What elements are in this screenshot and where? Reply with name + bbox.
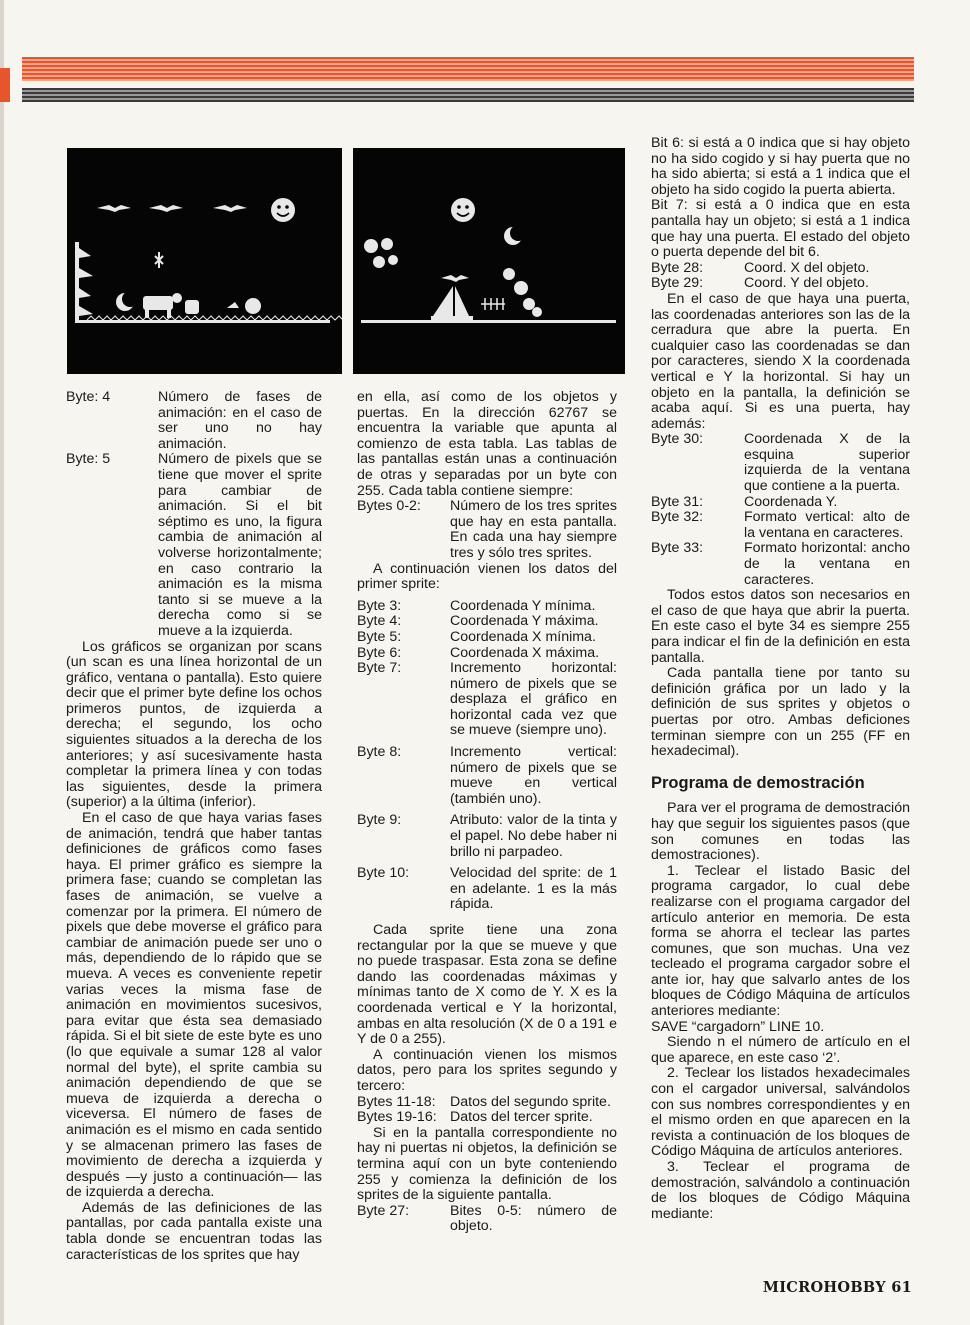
definition-byte-8 — [357, 745, 617, 807]
definition-text: Incremento vertical: número de pixels que se mueve en vertical (también uno). — [450, 744, 617, 807]
definition-key: Byte 4: — [357, 613, 402, 630]
definition-byte-32 — [651, 510, 910, 541]
paragraph: Siendo n el número de artículo en el que aparece, en este caso ‘2’. — [651, 1034, 910, 1066]
definition-text: Datos del tercer sprite. — [450, 1109, 593, 1126]
small-sprite-icon — [185, 300, 199, 314]
definition-key: Bytes 11-18: — [357, 1093, 436, 1110]
definition-key: Byte 10: — [357, 865, 410, 882]
header-stripe-red — [22, 57, 914, 81]
definition-key: Bytes 0-2: — [357, 498, 421, 515]
rock-sprite-icon — [227, 298, 261, 314]
definition-text: Coordenada Y máxima. — [450, 613, 599, 630]
definition-byte-9 — [357, 813, 617, 860]
definition-key: Byte 29: — [651, 275, 704, 292]
paragraph: Además de las definiciones de las pantallas, por cada pantalla existe una tabla donde se encuentran todas las características de los sprites que hay — [66, 1199, 322, 1263]
ground-line — [361, 320, 616, 323]
definition-key: Byte 3: — [357, 597, 402, 614]
definition-key: Byte 27: — [357, 1202, 410, 1219]
definition-bytes-19-16 — [357, 1110, 617, 1126]
definition-text: Número de los tres sprites que hay en esta pantalla. En cada una hay siempre tres y sólo tres sprites. — [450, 498, 617, 561]
definition-key: Byte 6: — [357, 644, 402, 661]
moon-icon — [504, 225, 526, 245]
definition-byte-5 — [357, 630, 617, 646]
definition-byte-5 — [66, 452, 322, 639]
definition-byte-10 — [357, 866, 617, 913]
paragraph: Bit 7: si está a 0 indica que en esta pantalla hay un objeto; si está a 1 indica que hay una puerta. El estado del objeto o puerta depende del bit 6. — [651, 197, 910, 261]
page-footer — [763, 1279, 912, 1296]
definition-text: Coordenada X de la esquina superior izquierda de la ventana que contiene a la puerta. — [744, 431, 910, 495]
definition-byte-33 — [651, 541, 910, 588]
paragraph: 1. Teclear el listado Basic del programa cargador, lo cual debe realizarse con el progıama cargador del artículo anterior en memoria. De esta forma se ahorra el teclear las partes comunes, que son muchas. Una vez tecleado el programa cargador sobre el ante ior, hay que salvarlo antes de los bloques de Código Máquina de artículos anteriores mediante: — [651, 862, 910, 1020]
definition-key: Byte 9: — [357, 812, 402, 829]
definition-byte-28 — [651, 261, 910, 277]
definition-byte-30 — [651, 432, 910, 494]
definition-key: Byte 31: — [651, 493, 704, 510]
definition-key: Bytes 19-16: — [357, 1109, 437, 1126]
sailboat-icon — [431, 286, 473, 320]
definition-key: Byte 8: — [357, 744, 402, 761]
paragraph: Cada pantalla tiene por tanto su definición gráfica por un lado y la definición de sus sprites y objetos o puertas por otro. Ambas deficiones terminan siempre con un 255 (FF en hexadecimal). — [651, 665, 910, 760]
paragraph: Para ver el programa de demostración hay que seguir los siguientes pasos (que son comunes en todas las demostraciones). — [651, 800, 910, 864]
definition-text: Coordenada X máxima. — [450, 644, 600, 661]
definition-bytes-0-2 — [357, 499, 617, 561]
definition-text: Formato vertical: alto de la ventana en caracteres. — [744, 509, 910, 541]
ground-line — [75, 320, 330, 323]
magazine-name: MICROHOBBY — [762, 1279, 886, 1296]
definition-key: Byte 33: — [651, 540, 704, 557]
tree-wall-icon — [75, 242, 93, 322]
definition-byte-29 — [651, 276, 910, 292]
bird-sprite-icon — [97, 205, 131, 212]
definition-key: Byte 28: — [651, 259, 704, 276]
paragraph: Si en la pantalla correspondiente no hay ni puertas ni objetos, la definición se termina aquí con un byte conteniendo 255 y comienza la definición de los sprites de la siguiente pantalla. — [357, 1124, 617, 1204]
definition-byte-31 — [651, 495, 910, 511]
definition-text: Velocidad del sprite: de 1 en adelante. 1 es la más rápida. — [450, 865, 617, 913]
definition-byte-4 — [66, 390, 322, 452]
definition-key: Byte 7: — [357, 660, 402, 677]
definition-text: Incremento horizontal: número de pixels que se desplaza el gráfico en horizontal cada vez que se mueve (siempre uno). — [450, 660, 617, 739]
paragraph: A continuación vienen los mismos datos, pero para los sprites segundo y tercero: — [357, 1046, 617, 1094]
definition-text: Bites 0-5: número de objeto. — [450, 1202, 617, 1235]
page-number: 61 — [891, 1279, 912, 1296]
definition-text: Número de pixels que se tiene que mover el sprite para cambiar de animación. Si el bit séptimo es uno, la figura cambia de animación al volverse horizontalmente; en caso contrario la animación es la misma tanto si se mueve a la derecha como si se mueve a la izquierda. — [158, 451, 322, 639]
paragraph: A continuación vienen los datos del primer sprite: — [357, 560, 617, 593]
header-stripe-gray — [22, 88, 914, 102]
definition-byte-6 — [357, 646, 617, 662]
definition-key: Byte: 5 — [66, 451, 111, 468]
fish-skeleton-icon — [481, 298, 505, 310]
definition-text: Formato horizontal: ancho de la ventana en caracteres. — [744, 540, 910, 588]
definition-key: Byte 32: — [651, 509, 704, 526]
game-screenshot-1 — [67, 148, 342, 374]
definition-text: Coord. Y del objeto. — [744, 275, 869, 292]
margin-accent — [0, 68, 10, 102]
paragraph: 2. Teclear los listados hexadecimales con el cargador universal, salvándolos con sus nombres correspondientes y en el mismo orden en que aparecen en la revista a continuación de los bloques de Código Máquina de artículos anteriores. — [651, 1065, 910, 1160]
cow-sprite-icon — [143, 293, 182, 318]
column-3 — [651, 136, 910, 1222]
paragraph: Cada sprite tiene una zona rectangular por la que se mueve y que no puede traspasar. Esta zona se define dando las coordenadas máximas y mínimas tanto de X como de Y. X es la coordenada vertical e Y la horizontal, ambas en alta resolución (X de 0 a 191 e Y de 0 a 255). — [357, 922, 617, 1048]
game-screenshot-2 — [353, 148, 625, 374]
smiley-face-icon — [271, 198, 295, 222]
bird-sprite-icon — [441, 275, 469, 282]
paragraph: en ella, así como de los objetos y puertas. En la dirección 62767 se encuentra la variable que apunta al comienzo de esta tabla. Las tablas de las pantallas están unas a continuación de otras y separadas por un byte con 255. Cada tabla contiene siempre: — [357, 389, 617, 499]
definition-bytes-11-18 — [357, 1095, 617, 1111]
page-edge — [0, 0, 4, 1325]
definition-byte-4 — [357, 614, 617, 630]
code-line: SAVE “cargadorn” LINE 10. — [651, 1018, 825, 1035]
definition-text: Atributo: valor de la tinta y el papel. No debe haber ni brillo ni parpadeo. — [450, 812, 617, 860]
definition-key: Byte: 4 — [66, 389, 111, 405]
column-2 — [357, 390, 617, 1235]
definition-text: Coord. X del objeto. — [744, 259, 870, 276]
paragraph: Bit 6: si está a 0 indica que si hay objeto no ha sido cogido y si hay puerta que no ha sido abierta; si está a 1 indica que el objeto ha sido cogido la puerta abierta. — [651, 135, 910, 198]
smiley-face-icon — [451, 198, 475, 222]
column-1 — [66, 390, 322, 1263]
paragraph: En el caso de que haya una puerta, las coordenadas anteriores son las de la cerradura que abre la puerta. En cualquier caso las coordenadas se dan por caracteres, siendo X la coordenada vertical e Y la horizontal. Si hay un objeto en la pantalla, la definición se acaba aquí. Si es una puerta, hay además: — [651, 290, 910, 432]
definition-byte-7 — [357, 661, 617, 739]
definition-text: Coordenada X mínima. — [450, 628, 596, 645]
definition-text: Coordenada Y mínima. — [450, 597, 596, 614]
paragraph: Todos estos datos son necesarios en el caso de que haya que abrir la puerta. En este caso el byte 34 es siempre 255 para indicar el fin de la definición en esta pantalla. — [651, 587, 910, 666]
definition-byte-27 — [357, 1204, 617, 1235]
lamp-icon — [155, 252, 163, 268]
paragraph: 3. Teclear el programa de demostración, salvándolo a continuación de los bloques de Código Máquina mediante: — [651, 1159, 910, 1222]
definition-text: Número de fases de animación: en el caso de ser uno no hay animación. — [158, 389, 322, 452]
definition-byte-3 — [357, 599, 617, 615]
paragraph: En el caso de que haya varias fases de animación, tendrá que haber tantas definiciones de gráficos como fases haya. El primer gráfico es siempre la primera fase; cuando se completan las fases de animación, se vuelve a comenzar por la primera. El número de pixels que debe moverse el gráfico para cambiar de animación puede ser uno o más, dependiendo de lo rápido que se mueva. A veces es conveniente repetir varias veces la misma fase de animación en movimientos sucesivos, para evitar que ésta sea demasiado rápida. Si el bit siete de este byte es uno (lo que equivale a sumar 128 al valor normal del byte), el sprite cambia su animación dependiendo de que se mueva de izquierda a derecha o viceversa. El número de fases de animación es el mismo en cada sentido y se almacenan primero las fases de movimiento de derecha a izquierda y después —y justo a continuación— las de izquierda a derecha. — [66, 810, 322, 1201]
paragraph: Los gráficos se organizan por scans (un scan es una línea horizontal de un gráfico, ventana o pantalla). Esto quiere decir que el primer byte define los ochos primeros puntos, de izquierda a derecha; el segundo, los ocho siguientes situados a la derecha de los anteriores; y así sucesivamente hasta completar la primera línea y con todas las siguientes, desde la primera (superior) a la última (inferior). — [66, 638, 322, 811]
definition-text: Datos del segundo sprite. — [450, 1093, 611, 1110]
moon-icon — [116, 291, 138, 311]
definition-text: Coordenada Y. — [744, 493, 838, 510]
bird-sprite-icon — [149, 205, 183, 212]
section-heading: Programa de demostración — [651, 773, 865, 792]
definition-key: Byte 5: — [357, 628, 402, 645]
definition-key: Byte 30: — [651, 431, 704, 448]
bird-sprite-icon — [213, 205, 247, 212]
